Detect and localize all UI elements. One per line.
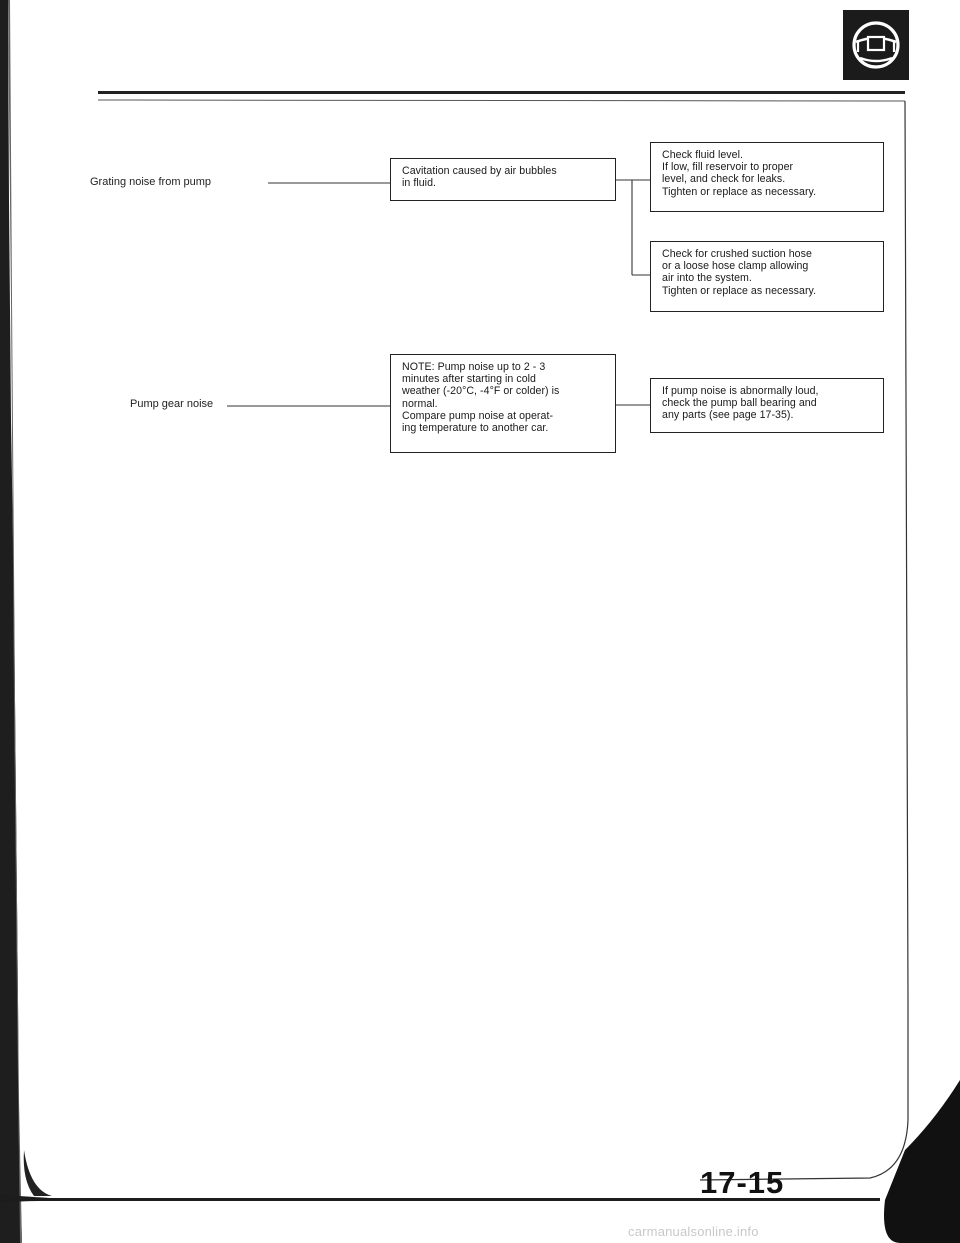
page-number: 17-15	[700, 1165, 785, 1200]
note-line: minutes after starting in cold	[402, 373, 536, 386]
header-rule-thin	[98, 100, 905, 101]
note-line: NOTE: Pump noise up to 2 - 3	[402, 361, 546, 373]
remedy-fluid-level-box	[650, 142, 884, 212]
note-line: ing temperature to another car.	[402, 422, 549, 435]
remedy-line: Tighten or replace as necessary.	[662, 185, 817, 198]
symptom-pump-gear-noise: Pump gear noise	[130, 398, 214, 410]
symptom-grating-noise: Grating noise from pump	[90, 176, 212, 188]
remedy-line: Check for crushed suction hose	[662, 248, 812, 260]
note-line: Compare pump noise at operat-	[402, 409, 554, 422]
cause-line: in fluid.	[402, 177, 437, 190]
note-line: weather (-20°C, -4°F or colder) is	[402, 385, 560, 398]
remedy-line: Tighten or replace as necessary.	[662, 284, 817, 297]
remedy-line: any parts (see page 17-35).	[662, 409, 794, 422]
remedy-line: If pump noise is abnormally loud,	[662, 385, 819, 397]
remedy-line: level, and check for leaks.	[662, 173, 786, 186]
steering-wheel-airbag-icon	[843, 10, 909, 80]
cause-line: Cavitation caused by air bubbles	[402, 165, 557, 177]
remedy-suction-hose-box	[650, 241, 884, 312]
remedy-ball-bearing-box	[650, 378, 884, 433]
watermark: carmanualsonline.info	[628, 1224, 759, 1239]
remedy-line: or a loose hose clamp allowing	[662, 260, 809, 273]
header-rule	[98, 91, 905, 94]
cause-cavitation-box	[390, 158, 616, 201]
remedy-line: air into the system.	[662, 272, 752, 285]
remedy-line: If low, fill reservoir to proper	[662, 161, 794, 174]
cause-note-box	[390, 354, 616, 453]
remedy-line: check the pump ball bearing and	[662, 397, 817, 410]
bottom-curl	[24, 1150, 52, 1196]
note-line: normal.	[402, 397, 438, 410]
remedy-line: Check fluid level.	[662, 149, 743, 161]
